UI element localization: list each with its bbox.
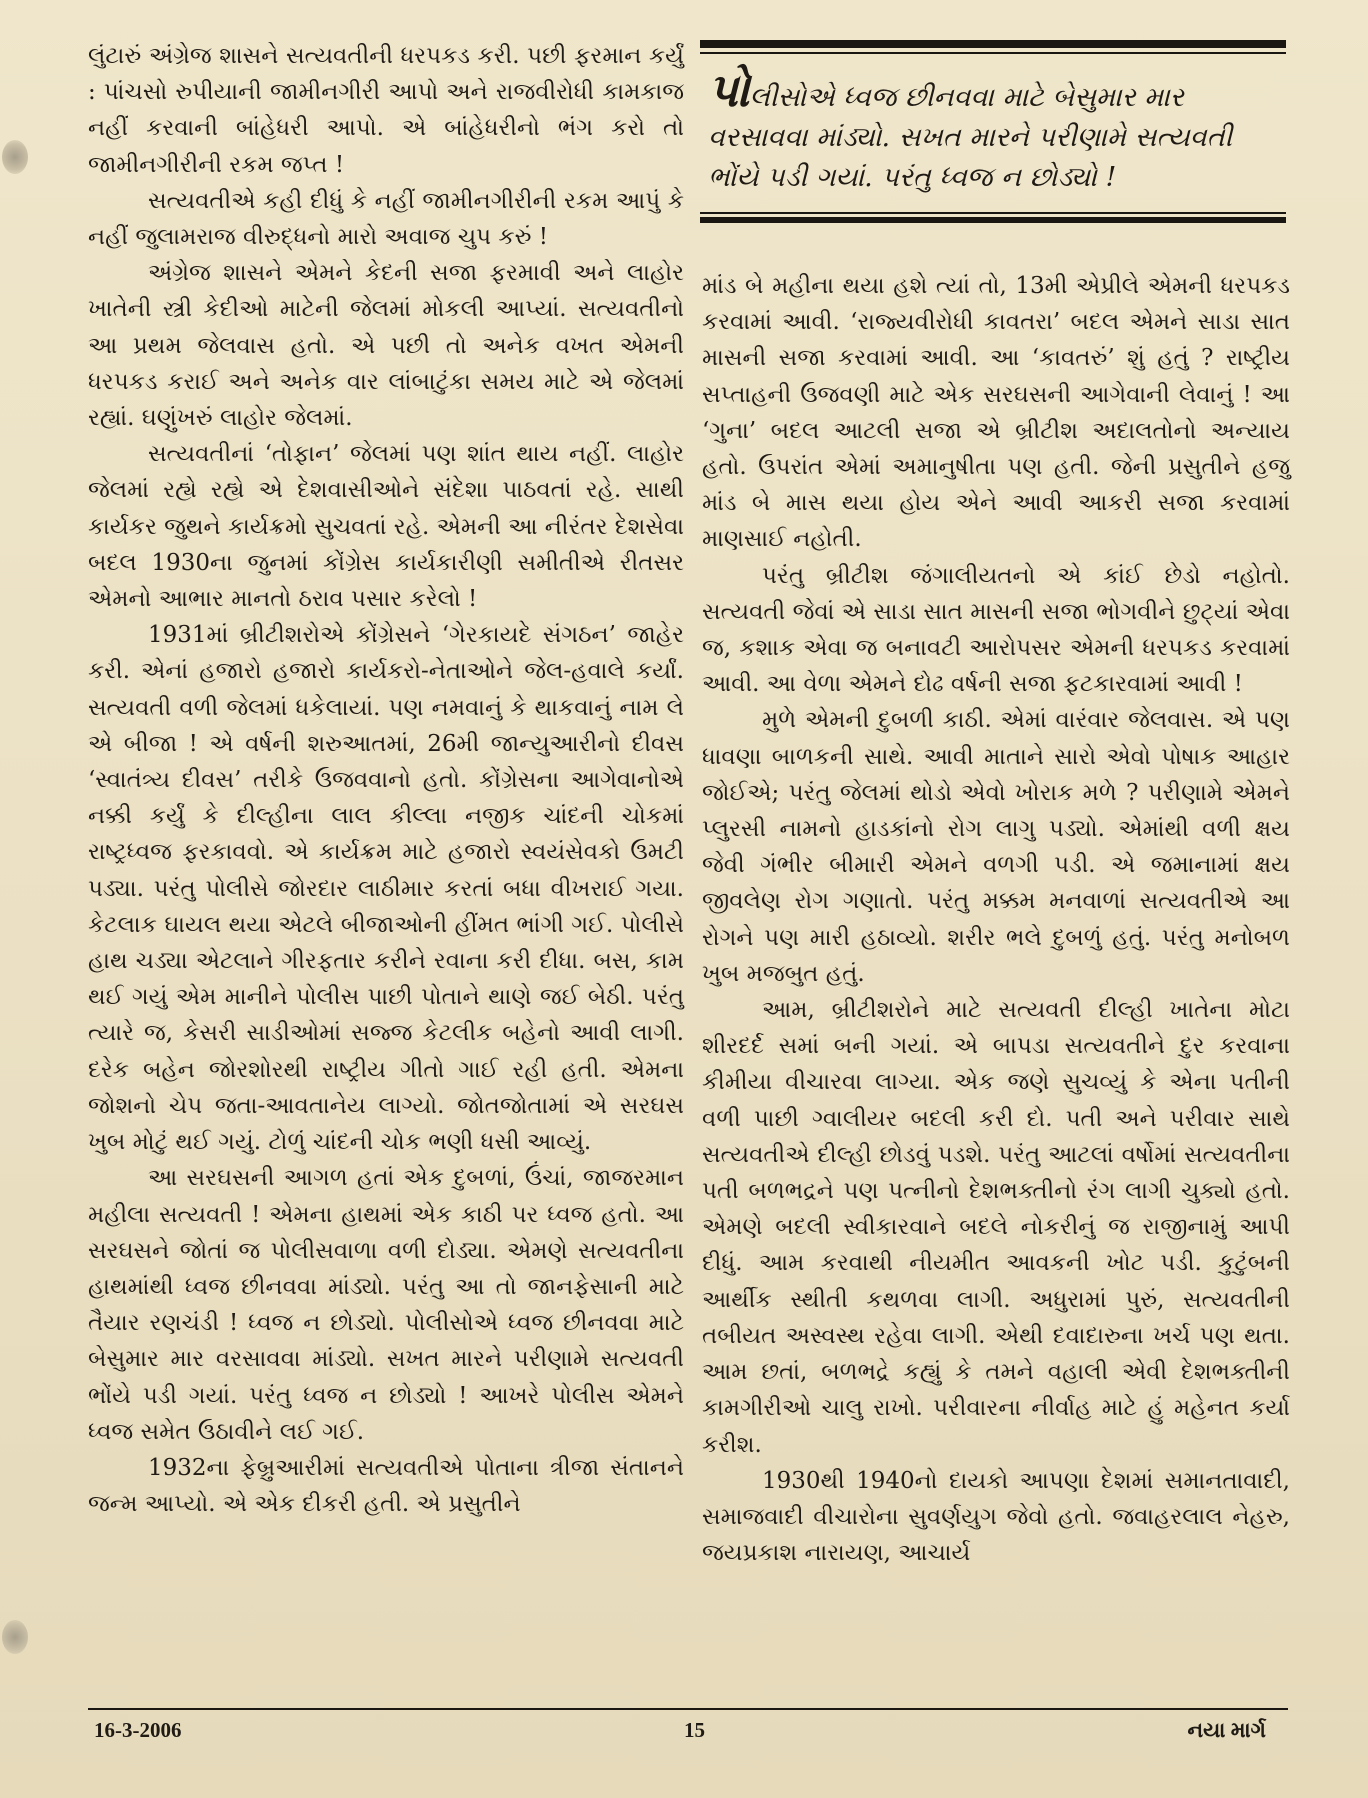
paragraph: આમ, બ્રીટીશરોને માટે સત્યવતી દીલ્હી ખાતેના મોટા શીરદર્દ સમાં બની ગયાં. એ બાપડા સત્યવતીને દુર કરવાના કીમીયા વીચારવા લાગ્યા. એક જણે સુચવ્યું કે એના પતીની વળી પાછી ગ્વાલીયર બદલી કરી દો. પતી અને પરીવાર સાથે સત્યવતીએ દીલ્હી છોડવું પડશે. પરંતુ આટલાં વર્ષોમાં સત્યવતીના પતી બળભદ્રને પણ પત્નીનો દેશભક્તીનો રંગ લાગી ચુક્યો હતો. એમણે બદલી સ્વીકારવાને બદલે નોકરીનું જ રાજીનામું આપી દીધું. આમ કરવાથી નીયમીત આવકની ખોટ પડી. કુટુંબની આર્થીક સ્થીતી કથળવા લાગી. અધુરામાં પુરું, સત્યવતીની તબીયત અસ્વસ્થ રહેવા લાગી. એથી દવાદારુના ખર્ચ પણ થતા. આમ છતાં, બળભદ્રે કહ્યું કે તમને વહાલી એવી દેશભક્તીની કામગીરીઓ ચાલુ રાખો. પરીવારના નીર્વાહ માટે હું મહેનત કર્યા કરીશ. — [702, 997, 1290, 1458]
left-column — [88, 38, 684, 1522]
footer-rule — [88, 1708, 1288, 1710]
paragraph: 1932ના ફેબ્રુઆરીમાં સત્યવતીએ પોતાના ત્રીજા સંતાનને જન્મ આપ્યો. એ એક દીકરી હતી. એ પ્રસુતીને — [88, 1454, 684, 1518]
paragraph: લુંટારું અંગ્રેજ શાસને સત્યવતીની ધરપકડ કરી. પછી ફરમાન કર્યું : પાંચસો રુપીયાની જામીનગીરી આપો અને રાજવીરોધી કામકાજ નહીં કરવાની બાંહેધરી આપો. એ બાંહેધરીનો ભંગ કરો તો જામીનગીરીની રકમ જપ્ત ! — [88, 43, 684, 178]
quote-bottom-rule — [700, 217, 1286, 223]
quote-bottom-rule-thin — [700, 212, 1286, 214]
paragraph: 1930થી 1940નો દાયકો આપણા દેશમાં સમાનતાવાદી, સમાજવાદી વીચારોના સુવર્ણયુગ જેવો હતો. જવાહરલાલ નેહરુ, જયપ્રકાશ નારાયણ, આચાર્ય — [702, 1467, 1290, 1567]
punch-hole — [2, 1620, 28, 1654]
punch-hole — [2, 140, 28, 174]
quote-top-rule — [700, 40, 1286, 48]
paragraph: માંડ બે મહીના થયા હશે ત્યાં તો, 13મી એપ્રીલે એમની ધરપકડ કરવામાં આવી. ‘રાજ્યવીરોધી કાવતરા’ બદલ એમને સાડા સાત માસની સજા કરવામાં આવી. આ ‘કાવતરું’ શું હતું ? રાષ્ટ્રીય સપ્તાહની ઉજવણી માટે એક સરઘસની આગેવાની લેવાનું ! આ ‘ગુના’ બદલ આટલી સજા એ બ્રીટીશ અદાલતોનો અન્યાય હતો. ઉપરાંત એમાં અમાનુષીતા પણ હતી. જેની પ્રસુતીને હજુ માંડ બે માસ થયા હોય એને આવી આકરી સજા કરવામાં માણસાઈ નહોતી. — [702, 273, 1290, 553]
paragraph: અંગ્રેજ શાસને એમને કેદની સજા ફરમાવી અને લાહોર ખાતેની સ્ત્રી કેદીઓ માટેની જેલમાં મોકલી આપ્યાં. સત્યવતીનો આ પ્રથમ જેલવાસ હતો. એ પછી તો અનેક વખત એમની ધરપકડ કરાઈ અને અનેક વાર લાંબાટુંકા સમય માટે એ જેલમાં રહ્યાં. ઘણુંખરું લાહોર જેલમાં. — [88, 260, 684, 432]
issue-date: 16-3-2006 — [94, 1718, 182, 1742]
paragraph: પરંતુ બ્રીટીશ જંગાલીયતનો એ કાંઈ છેડો નહોતો. સત્યવતી જેવાં એ સાડા સાત માસની સજા ભોગવીને છુટ્યાં એવા જ, કશાક એવા જ બનાવટી આરોપસર એમની ધરપકડ કરવામાં આવી. આ વેળા એમને દોઢ વર્ષની સજા ફટકારવામાં આવી ! — [702, 562, 1290, 698]
paragraph: સત્યવતીનાં ‘તોફાન’ જેલમાં પણ શાંત થાય નહીં. લાહોર જેલમાં રહ્યે રહ્યે એ દેશવાસીઓને સંદેશા પાઠવતાં રહે. સાથી કાર્યકર જુથને કાર્યક્રમો સુચવતાં રહે. એમની આ નીરંતર દેશસેવા બદલ 1930ના જુનમાં કોંગ્રેસ કાર્યકારીણી સમીતીએ રીતસર એમનો આભાર માનતો ઠરાવ પસાર કરેલો ! — [88, 441, 684, 613]
paragraph: મુળે એમની દુબળી કાઠી. એમાં વારંવાર જેલવાસ. એ પણ ધાવણા બાળકની સાથે. આવી માતાને સારો એવો પોષાક આહાર જોઈએ; પરંતુ જેલમાં થોડો એવો ખોરાક મળે ? પરીણામે એમને પ્લુરસી નામનો હાડકાંનો રોગ લાગુ પડ્યો. એમાંથી વળી ક્ષય જેવી ગંભીર બીમારી એમને વળગી પડી. એ જમાનામાં ક્ષય જીવલેણ રોગ ગણાતો. પરંતુ મક્કમ મનવાળાં સત્યવતીએ આ રોગને પણ મારી હઠાવ્યો. શરીર ભલે દુબળું હતું. પરંતુ મનોબળ ખુબ મજબુત હતું. — [702, 707, 1290, 987]
pull-quote-body: લીસોએ ધ્વજ છીનવવા માટે બેસુમાર માર વરસાવવા માંડ્યો. સખત મારને પરીણામે સત્યવતી ભોંયે પડી ગયાં. પરંતુ ધ્વજ ન છોડ્યો ! — [708, 82, 1233, 193]
page-footer — [88, 1718, 1288, 1748]
pull-quote-lead: પો — [708, 63, 750, 117]
right-column — [702, 268, 1290, 1571]
paragraph: આ સરઘસની આગળ હતાં એક દુબળાં, ઉંચાં, જાજરમાન મહીલા સત્યવતી ! એમના હાથમાં એક કાઠી પર ધ્વજ હતો. આ સરઘસને જોતાં જ પોલીસવાળા વળી દોડ્યા. એમણે સત્યવતીના હાથમાંથી ધ્વજ છીનવવા માંડ્યો. પરંતુ આ તો જાનફેસાની માટે તૈયાર રણચંડી ! ધ્વજ ન છોડ્યો. પોલીસોએ ધ્વજ છીનવવા માટે બેસુમાર માર વરસાવવા માંડ્યો. સખત મારને પરીણામે સત્યવતી ભોંયે પડી ગયાં. પરંતુ ધ્વજ ન છોડ્યો ! આખરે પોલીસ એમને ધ્વજ સમેત ઉઠાવીને લઈ ગઈ. — [88, 1165, 684, 1445]
paragraph: સત્યવતીએ કહી દીધું કે નહીં જામીનગીરીની રકમ આપું કે નહીં જુલામરાજ વીરુદ્ધનો મારો અવાજ ચુપ કરું ! — [88, 187, 684, 251]
pull-quote — [700, 40, 1286, 223]
magazine-name: નયા માર્ગ — [1187, 1718, 1266, 1742]
pull-quote-text — [700, 54, 1286, 208]
paragraph: 1931માં બ્રીટીશરોએ કોંગ્રેસને ‘ગેરકાયદે સંગઠન’ જાહેર કરી. એનાં હજારો હજારો કાર્યકરો-નેતાઓને જેલ-હવાલે કર્યાં. સત્યવતી વળી જેલમાં ધકેલાયાં. પણ નમવાનું કે થાકવાનું નામ લે એ બીજા ! એ વર્ષની શરુઆતમાં, 26મી જાન્યુઆરીનો દીવસ ‘સ્વાતંત્ર્ય દીવસ’ તરીકે ઉજવવાનો હતો. કોંગ્રેસના આગેવાનોએ નક્કી કર્યું કે દીલ્હીના લાલ કીલ્લા નજીક ચાંદની ચોકમાં રાષ્ટ્રધ્વજ ફરકાવવો. એ કાર્યક્રમ માટે હજારો સ્વયંસેવકો ઉમટી પડ્યા. પરંતુ પોલીસે જોરદાર લાઠીમાર કરતાં બધા વીખરાઈ ગયા. કેટલાક ઘાયલ થયા એટલે બીજાઓની હીંમત ભાંગી ગઈ. પોલીસે હાથ ચડ્યા એટલાને ગીરફતાર કરીને રવાના કરી દીધા. બસ, કામ થઈ ગયું એમ માનીને પોલીસ પાછી પોતાને થાણે જઈ બેઠી. પરંતુ ત્યારે જ, કેસરી સાડીઓમાં સજ્જ કેટલીક બહેનો આવી લાગી. દરેક બહેન જોરશોરથી રાષ્ટ્રીય ગીતો ગાઈ રહી હતી. એમના જોશનો ચેપ જતા-આવતાનેય લાગ્યો. જોતજોતામાં એ સરઘસ ખુબ મોટું થઈ ગયું. ટોળું ચાંદની ચોક ભણી ધસી આવ્યું. — [88, 622, 684, 1156]
page-number: 15 — [684, 1718, 705, 1742]
